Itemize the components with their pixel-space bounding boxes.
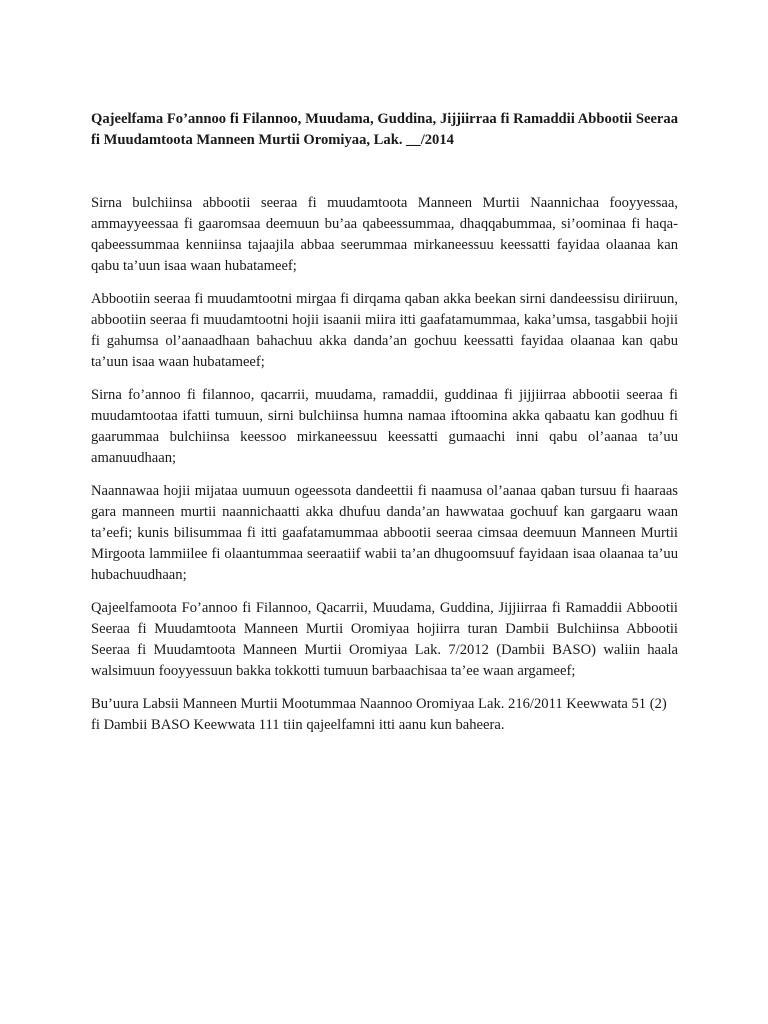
document-body: [91, 109, 678, 748]
preamble-paragraph-5: Qajeelfamoota Fo’annoo fi Filannoo, Qacarrii, Muudama, Guddina, Jijjiirraa fi Ramaddii Abbootii Seeraa fi Muudamtoota Manneen Murtii Oromiyaa hojiirra turan Dambii Bulchiinsa Abbootii Seeraa fi Muudamtoota Manneen Murtii Oromiyaa Lak. 7/2012 (Dambii BASO) waliin haala walsimuun fooyyessuun bakka tokkotti tumuun barbaachisaa ta’ee waan argameef;: [91, 600, 678, 679]
preamble-paragraph-3: Sirna fo’annoo fi filannoo, qacarrii, muudama, ramaddii, guddinaa fi jijjiirraa abbootii seeraa fi muudamtootaa ifatti tumuun, sirni bulchiinsa humna namaa iftoomina akka qabaatu kan godhuu fi gaarummaa bulchiinsa keessoo mirkaneessuu keessatti gumaachi inni qabu ol’aanaa ta’uu amanuudhaan;: [91, 387, 678, 466]
preamble-paragraph-4: Naannawaa hojii mijataa uumuun ogeessota dandeettii fi naamusa ol’aanaa qaban tursuu fi haaraas gara manneen murtii naannichaatti akka dhufuu danda’an hawwataa gochuuf kan gargaaru waan ta’eefi; kunis bilisummaa fi itti gaafatamummaa abbootii seeraa cimsaa deemuun Manneen Murtii Mirgoota lammiilee fi olaantummaa seeraatiif wabii ta’an dhugoomsuuf fayidaan isaa olaanaa ta’uu hubachuudhaan;: [91, 483, 678, 583]
enactment-paragraph: Bu’uura Labsii Manneen Murtii Mootummaa Naannoo Oromiyaa Lak. 216/2011 Keewwata 51 (2) fi Dambii BASO Keewwata 111 tiin qajeelfamni itti aanu kun baheera.: [91, 696, 667, 733]
preamble-paragraph-1: Sirna bulchiinsa abbootii seeraa fi muudamtoota Manneen Murtii Naannichaa fooyyessaa, ammayyeessaa fi gaaromsaa deemuun bu’aa qabeessummaa, dhaqqabummaa, si’oominaa fi haqa-qabeessummaa kenniinsa tajaajila abbaa seerummaa mirkaneessuu keessatti fayidaa olaanaa kan qabu ta’uun isaa waan hubatameef;: [91, 195, 678, 274]
document-title: Qajeelfama Fo’annoo fi Filannoo, Muudama, Guddina, Jijjiirraa fi Ramaddii Abbootii Seeraa fi Muudamtoota Manneen Murtii Oromiyaa, Lak. __/2014: [91, 111, 678, 148]
preamble-paragraph-2: Abbootiin seeraa fi muudamtootni mirgaa fi dirqama qaban akka beekan sirni dandeessisu diriiruun, abbootiin seeraa fi muudamtootni hojii isaanii miira itti gaafatamummaa, kaka’umsa, tasgabbii hojii fi gahumsa ol’aanaadhaan bahachuu akka danda’an gochuu keessatti fayidaa olaanaa kan qabu ta’uun isaa waan hubatameef;: [91, 291, 678, 370]
